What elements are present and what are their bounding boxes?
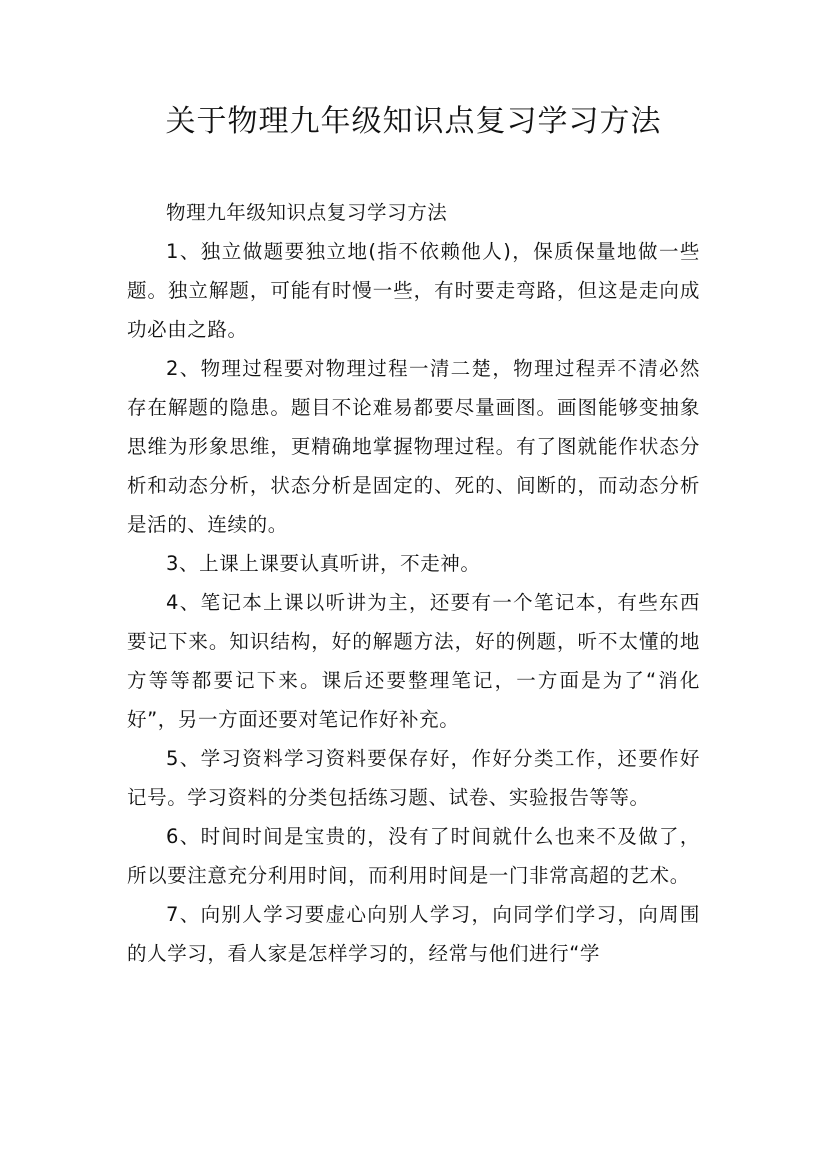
body-paragraph-4: 4、笔记本上课以听讲为主，还要有一个笔记本，有些东西要记下来。知识结构，好的解题方法，好的例题，听不太懂的地方等等都要记下来。课后还要整理笔记，一方面是为了“消化好”，另一方面还要对笔记作好补充。 — [127, 591, 700, 731]
body-paragraph-2: 2、物理过程要对物理过程一清二楚，物理过程弄不清必然存在解题的隐患。题目不论难易都要尽量画图。画图能够变抽象思维为形象思维，更精确地掌握物理过程。有了图就能作状态分析和动态分析，状态分析是固定的、死的、间断的，而动态分析是活的、连续的。 — [127, 357, 700, 536]
body-paragraph-6: 6、时间时间是宝贵的，没有了时间就什么也来不及做了，所以要注意充分利用时间，而利用时间是一门非常高超的艺术。 — [127, 825, 700, 887]
body-paragraph-7: 7、向别人学习要虚心向别人学习，向同学们学习，向周围的人学习，看人家是怎样学习的，经常与他们进行“学 — [127, 903, 700, 965]
body-paragraph-subtitle: 物理九年级知识点复习学习方法 — [166, 201, 448, 224]
body-paragraph-3: 3、上课上课要认真听讲，不走神。 — [166, 552, 481, 575]
document-title: 关于物理九年级知识点复习学习方法 — [165, 104, 662, 139]
body-paragraph-5: 5、学习资料学习资料要保存好，作好分类工作，还要作好记号。学习资料的分类包括练习题、试卷、实验报告等等。 — [127, 747, 700, 809]
body-paragraph-1: 1、独立做题要独立地(指不依赖他人)，保质保量地做一些题。独立解题，可能有时慢一些，有时要走弯路，但这是走向成功必由之路。 — [127, 240, 700, 341]
document-body — [127, 193, 700, 973]
